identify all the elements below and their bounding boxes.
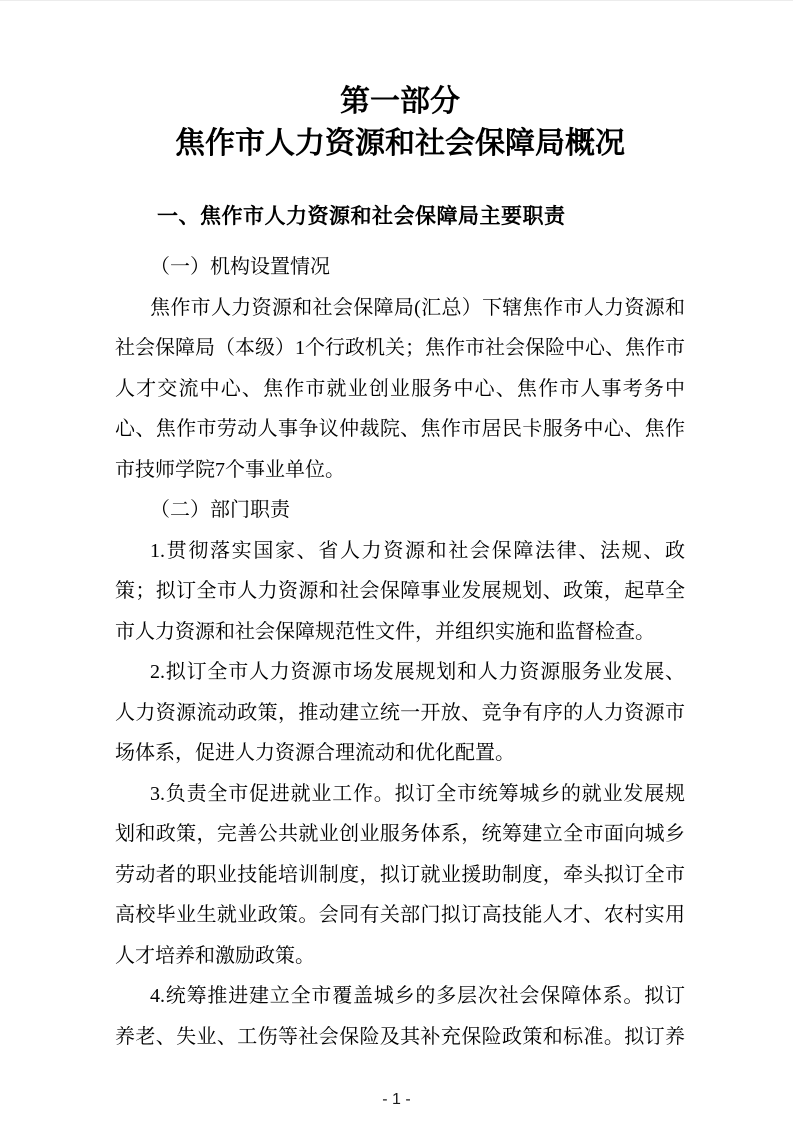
body-line: 人力资源流动政策，推动建立统一开放、竞争有序的人力资源市	[115, 701, 685, 724]
body-line: 1.贯彻落实国家、省人力资源和社会保障法律、法规、政	[150, 539, 685, 562]
document-title-org: 焦作市人力资源和社会保障局概况	[175, 127, 625, 160]
body-line: 心、焦作市劳动人事争议仲裁院、焦作市居民卡服务中心、焦作	[115, 418, 685, 440]
section-heading: 一、焦作市人力资源和社会保障局主要职责	[157, 205, 566, 228]
body-line: 劳动者的职业技能培训制度，拟订就业援助制度，牵头拟订全市	[115, 863, 685, 886]
document-body	[115, 247, 685, 1057]
body-line: 市技师学院7个事业单位。	[115, 458, 345, 481]
body-line: 2.拟订全市人力资源市场发展规划和人力资源服务业发展、	[150, 661, 685, 683]
page-number: - 1 -	[382, 1091, 411, 1108]
body-line: 划和政策，完善公共就业创业服务体系，统筹建立全市面向城乡	[115, 823, 685, 845]
body-line: 焦作市人力资源和社会保障局(汇总）下辖焦作市人力资源和	[150, 296, 685, 319]
body-line: 人才交流中心、焦作市就业创业服务中心、焦作市人事考务中	[115, 377, 685, 400]
body-line: 策；拟订全市人力资源和社会保障事业发展规划、政策，起草全	[115, 580, 685, 602]
body-line: 高校毕业生就业政策。会同有关部门拟订高技能人才、农村实用	[115, 904, 685, 926]
body-line: 人才培养和激励政策。	[115, 944, 315, 967]
body-line: 养老、失业、工伤等社会保险及其补充保险政策和标准。拟订养	[115, 1025, 685, 1048]
body-line: 3.负责全市促进就业工作。拟订全市统筹城乡的就业发展规	[150, 782, 685, 805]
body-line: 场体系，促进人力资源合理流动和优化配置。	[115, 742, 515, 764]
body-line: 市人力资源和社会保障规范性文件，并组织实施和监督检查。	[115, 620, 655, 643]
document-title-part: 第一部分	[340, 85, 460, 118]
subheading: （二）部门职责	[150, 499, 290, 521]
subheading: （一）机构设置情况	[150, 256, 330, 278]
body-line: 社会保障局（本级）1个行政机关；焦作市社会保险中心、焦作市	[115, 337, 685, 359]
body-line: 4.统筹推进建立全市覆盖城乡的多层次社会保障体系。拟订	[150, 985, 685, 1007]
